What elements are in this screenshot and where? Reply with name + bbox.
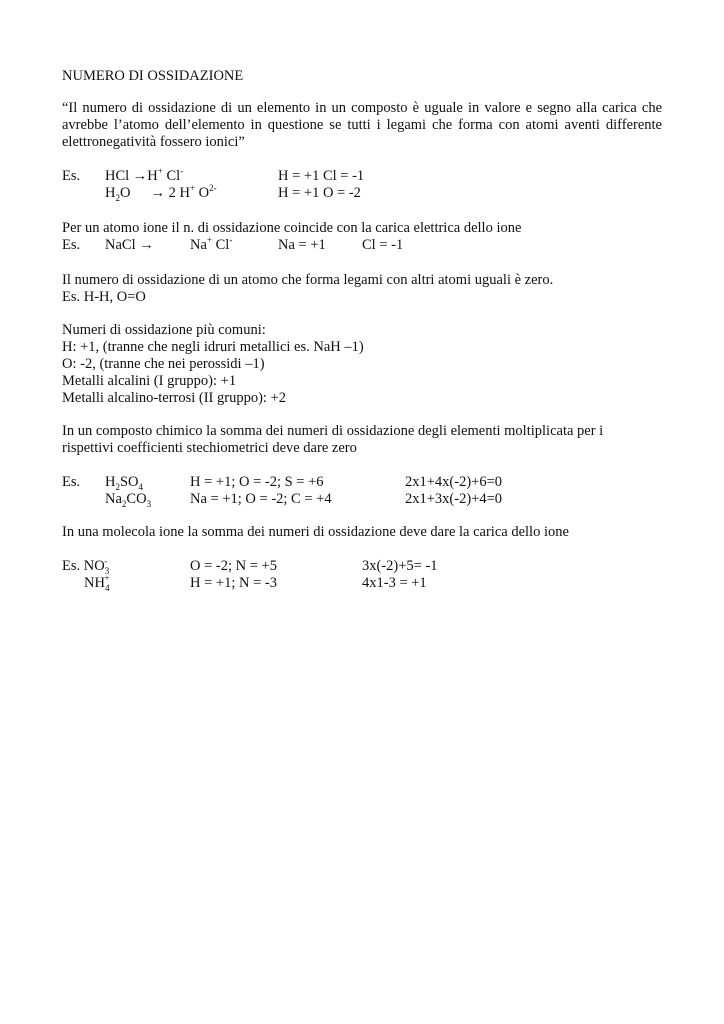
document-title: NUMERO DI OSSIDAZIONE xyxy=(62,68,244,84)
ion-rule-text: Per un atomo ione il n. di ossidazione coincide con la carica elettrica dello ione xyxy=(62,220,522,236)
na-oxidation-number: Na = +1 xyxy=(278,237,326,253)
ammonium-calculation: 4x1-3 = +1 xyxy=(362,575,427,591)
nitrate-formula: Es. $NO_3^-$ xyxy=(62,556,110,576)
h2so4-calculation: 2x1+4x(-2)+6=0 xyxy=(405,474,503,490)
na2co3-oxidation-numbers: Na = +1; O = -2; C = +4 xyxy=(190,491,332,507)
cl-oxidation-number: Cl = -1 xyxy=(362,237,404,253)
nitrate-calculation: 3x(-2)+5= -1 xyxy=(362,558,438,574)
common-item-alkali: Metalli alcalini (I gruppo): +1 xyxy=(62,373,237,389)
common-heading: Numeri di ossidazione più comuni: xyxy=(62,322,266,338)
ammonium-oxidation-numbers: H = +1; N = -3 xyxy=(190,575,277,591)
h2so4-formula: $H_2SO_4$ xyxy=(105,474,144,492)
example-label: Es. xyxy=(62,474,81,490)
nacl-ions: Na+ Cl- xyxy=(190,235,233,253)
h2so4-oxidation-numbers: H = +1; O = -2; S = +6 xyxy=(190,474,324,490)
na2co3-formula: $Na_2CO_3$ xyxy=(105,491,152,509)
definition-paragraph: “Il numero di ossidazione di un elemento in un composto è uguale in valore e segno alla carica che avrebbe l’atomo dell’elemento in questione se tutti i legami che forma con atomi aventi differente elettronegatività fossero ionici” xyxy=(62,100,662,150)
example-label: Es. xyxy=(62,168,81,184)
hcl-dissociation: HCl →H+ Cl- xyxy=(105,166,184,184)
common-item-hydrogen: H: +1, (tranne che negli idruri metallici es. NaH –1) xyxy=(62,339,364,355)
zero-rule-example: Es. H-H, O=O xyxy=(62,289,146,305)
hcl-oxidation-numbers: H = +1 Cl = -1 xyxy=(278,168,365,184)
nitrate-oxidation-numbers: O = -2; N = +5 xyxy=(190,558,277,574)
ion-sum-rule-text: In una molecola ione la somma dei numeri di ossidazione deve dare la carica dello ione xyxy=(62,524,569,540)
common-item-oxygen: O: -2, (tranne che nei perossidi –1) xyxy=(62,356,265,372)
zero-rule-text: Il numero di ossidazione di un atomo che forma legami con altri atomi uguali è zero. xyxy=(62,272,554,288)
water-dissociation: $H_2O \to 2$ H+ $O^{2-}$ xyxy=(105,183,217,203)
water-oxidation-numbers: H = +1 O = -2 xyxy=(278,185,361,201)
nacl-compound: NaCl → xyxy=(105,237,154,253)
ammonium-formula: $NH_4^+$ xyxy=(84,573,110,593)
na2co3-calculation: 2x1+3x(-2)+4=0 xyxy=(405,491,503,507)
sum-rule-paragraph: In un composto chimico la somma dei numeri di ossidazione degli elementi moltiplicata per i rispettivi coefficienti stechiometrici deve dare zero xyxy=(62,423,604,456)
example-label: Es. xyxy=(62,237,81,253)
common-item-alkaline-earth: Metalli alcalino-terrosi (II gruppo): +2 xyxy=(62,390,286,406)
